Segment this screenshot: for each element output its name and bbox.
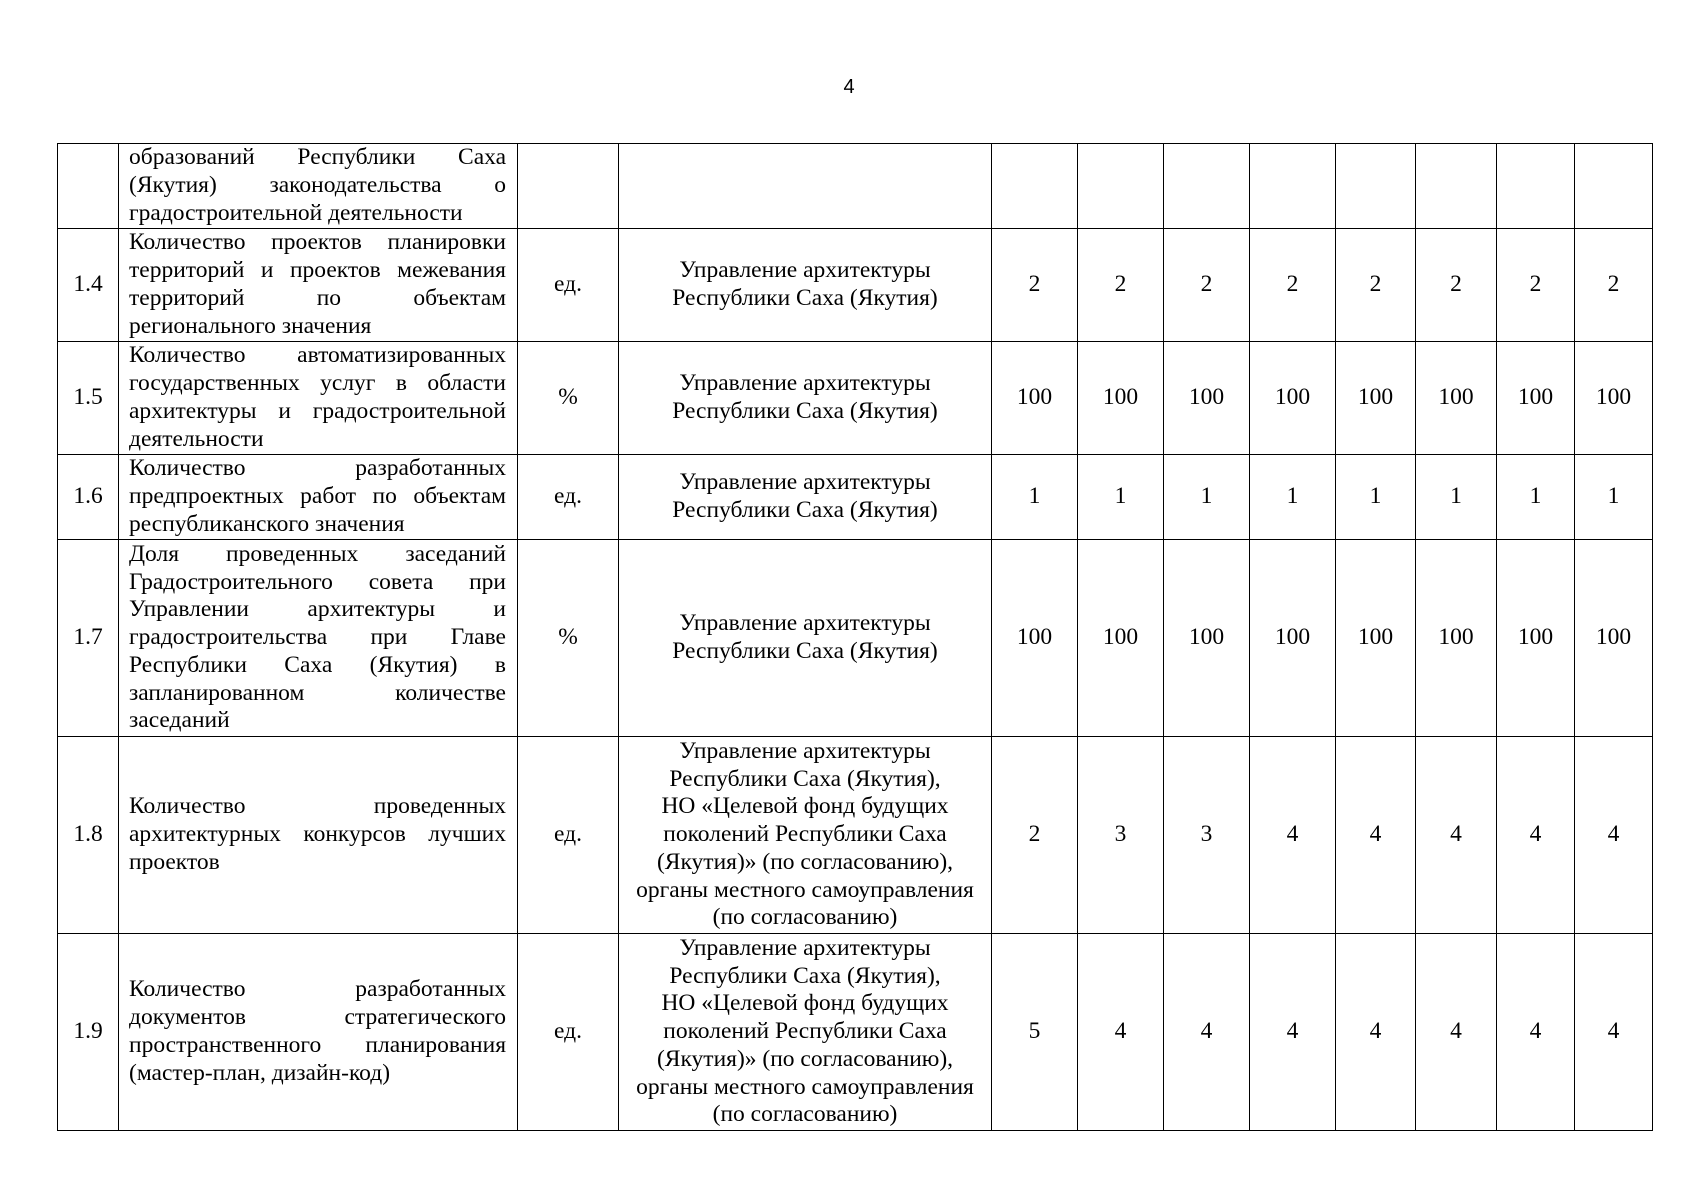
value-cell (1078, 144, 1164, 229)
responsible-line: НО «Целевой фонд будущих (661, 793, 949, 820)
responsible-line: НО «Целевой фонд будущих (661, 990, 949, 1017)
unit-cell: % (518, 540, 619, 737)
row-number-cell: 1.7 (58, 540, 119, 737)
value-cell: 4 (1416, 737, 1497, 934)
value-cell: 2 (1497, 229, 1575, 342)
value-cell: 1 (1416, 455, 1497, 540)
value-cell: 100 (992, 540, 1078, 737)
responsible-line: органы местного самоуправления (636, 876, 974, 903)
responsible-cell (619, 737, 992, 934)
row-number-cell: 1.9 (58, 934, 119, 1131)
value-cell (1250, 144, 1336, 229)
responsible-line: Управление архитектуры (679, 370, 931, 397)
row-number-cell: 1.8 (58, 737, 119, 934)
indicator-name-cell: Количество проведенных архитектурных конкурсов лучших проектов (119, 737, 518, 934)
value-cell: 4 (1250, 934, 1336, 1131)
value-cell: 4 (1336, 934, 1416, 1131)
value-cell: 2 (1336, 229, 1416, 342)
value-cell: 2 (992, 229, 1078, 342)
value-cell: 4 (1575, 934, 1653, 1131)
value-cell: 1 (1078, 455, 1164, 540)
value-cell: 2 (1416, 229, 1497, 342)
value-cell (1164, 144, 1250, 229)
indicator-name-cell: Количество автоматизированных государственных услуг в области архитектуры и градостроительной деятельности (119, 342, 518, 455)
value-cell (992, 144, 1078, 229)
value-cell: 1 (992, 455, 1078, 540)
value-cell (1336, 144, 1416, 229)
unit-cell: ед. (518, 934, 619, 1131)
value-cell: 1 (1164, 455, 1250, 540)
responsible-line: поколений Республики Саха (663, 821, 947, 848)
indicator-name-cell: Количество разработанных предпроектных работ по объектам республиканского значения (119, 455, 518, 540)
unit-cell: ед. (518, 737, 619, 934)
value-cell: 1 (1575, 455, 1653, 540)
value-cell: 2 (1250, 229, 1336, 342)
value-cell: 100 (1575, 540, 1653, 737)
value-cell: 100 (1416, 540, 1497, 737)
value-cell: 2 (1575, 229, 1653, 342)
value-cell: 100 (1078, 342, 1164, 455)
value-cell: 5 (992, 934, 1078, 1131)
value-cell: 4 (1575, 737, 1653, 934)
responsible-line: Республики Саха (Якутия) (672, 285, 938, 311)
unit-cell: ед. (518, 455, 619, 540)
row-number-cell (58, 144, 119, 229)
value-cell: 2 (1078, 229, 1164, 342)
responsible-line: Республики Саха (Якутия) (672, 497, 938, 523)
indicator-name-cell: Доля проведенных заседаний Градостроительного совета при Управлении архитектуры и градостроительства при Главе Республики Саха (Якутия) в запланированном количестве заседаний (119, 540, 518, 737)
responsible-line: Управление архитектуры (679, 257, 931, 284)
value-cell: 1 (1497, 455, 1575, 540)
table-row (58, 455, 1653, 540)
responsible-line: Управление архитектуры (679, 610, 931, 637)
value-cell: 100 (1250, 342, 1336, 455)
value-cell: 100 (1336, 342, 1416, 455)
value-cell: 3 (1078, 737, 1164, 934)
unit-cell: ед. (518, 229, 619, 342)
responsible-line: Управление архитектуры (679, 469, 931, 496)
value-cell: 100 (1416, 342, 1497, 455)
responsible-cell (619, 342, 992, 455)
responsible-line: органы местного самоуправления (636, 1073, 974, 1100)
value-cell: 4 (1497, 737, 1575, 934)
table-body (58, 144, 1653, 1131)
table-row (58, 229, 1653, 342)
row-number-cell: 1.5 (58, 342, 119, 455)
value-cell: 100 (1497, 342, 1575, 455)
value-cell: 100 (992, 342, 1078, 455)
value-cell: 4 (1336, 737, 1416, 934)
value-cell (1575, 144, 1653, 229)
table-row (58, 737, 1653, 934)
page-number: 4 (843, 76, 855, 98)
value-cell: 2 (1164, 229, 1250, 342)
responsible-line: (Якутия)» (по согласованию), (656, 1045, 954, 1072)
value-cell: 1 (1336, 455, 1416, 540)
responsible-line: Республики Саха (Якутия) (672, 638, 938, 664)
value-cell: 100 (1336, 540, 1416, 737)
responsible-line: Республики Саха (Якутия), (669, 765, 941, 792)
value-cell: 2 (992, 737, 1078, 934)
responsible-line: Республики Саха (Якутия) (672, 398, 938, 424)
value-cell: 3 (1164, 737, 1250, 934)
responsible-line: Управление архитектуры (679, 934, 931, 961)
value-cell: 1 (1250, 455, 1336, 540)
row-number-cell: 1.4 (58, 229, 119, 342)
value-cell: 100 (1575, 342, 1653, 455)
responsible-line: поколений Республики Саха (663, 1018, 947, 1045)
indicator-name-cell: Количество разработанных документов стратегического пространственного планирования (мастер-план, дизайн-код) (119, 934, 518, 1131)
value-cell: 100 (1497, 540, 1575, 737)
indicators-table (57, 143, 1653, 1131)
indicator-name-cell: Количество проектов планировки территорий и проектов межевания территорий по объектам регионального значения (119, 229, 518, 342)
responsible-line: Управление архитектуры (679, 737, 931, 764)
value-cell: 4 (1164, 934, 1250, 1131)
unit-cell (518, 144, 619, 229)
value-cell (1416, 144, 1497, 229)
value-cell: 4 (1497, 934, 1575, 1131)
value-cell: 100 (1250, 540, 1336, 737)
responsible-line: (Якутия)» (по согласованию), (656, 848, 954, 875)
value-cell (1497, 144, 1575, 229)
value-cell: 100 (1164, 540, 1250, 737)
responsible-line: (по согласованию) (712, 1101, 898, 1128)
table-row (58, 540, 1653, 737)
responsible-cell (619, 455, 992, 540)
responsible-line: Республики Саха (Якутия), (669, 962, 941, 989)
responsible-cell (619, 934, 992, 1131)
responsible-cell (619, 144, 992, 229)
value-cell: 4 (1250, 737, 1336, 934)
value-cell: 100 (1164, 342, 1250, 455)
value-cell: 100 (1078, 540, 1164, 737)
unit-cell: % (518, 342, 619, 455)
table-row (58, 144, 1653, 229)
responsible-cell (619, 229, 992, 342)
value-cell: 4 (1078, 934, 1164, 1131)
responsible-line: (по согласованию) (712, 904, 898, 931)
value-cell: 4 (1416, 934, 1497, 1131)
table-row (58, 934, 1653, 1131)
table-row (58, 342, 1653, 455)
row-number-cell: 1.6 (58, 455, 119, 540)
responsible-cell (619, 540, 992, 737)
indicator-name-cell: образований Республики Саха (Якутия) законодательства о градостроительной деятельности (119, 144, 518, 229)
